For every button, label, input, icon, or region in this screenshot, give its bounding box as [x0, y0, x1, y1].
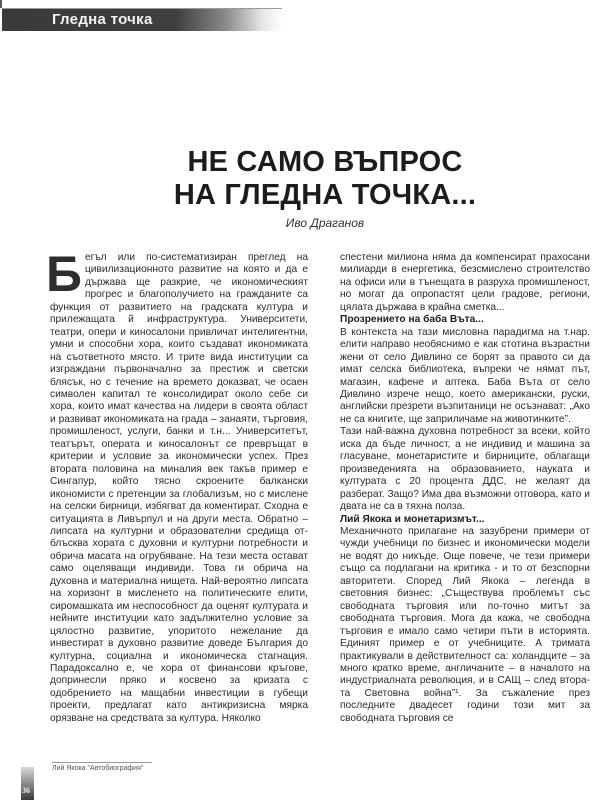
left-paragraph: [46, 246, 308, 725]
right-paragraph-4: Механичното прилагане на зазубрени примери от чужди учебници по бизнес и икономически модели не водят до никъде. Още повече, че тези примери също са подлагани на критика - и то от безспорни авторитети. Според Лий Якока – легенда в световния бизнес: „Съществува проблемът със свободната търговия или по-точно митът за свободната търговия. Мога да кажа, че свободна търговия е имало само четири пъти в историята. Единият пример е от учебниците. А тримата практикували в действителност са: холандците – за много кратко време, англичаните – в началото на индустриалната революция, и в САЩ – след втората Световна война”¹. За съжаление през последните двадесет години този мит за свободната търговия се: [340, 525, 590, 724]
right-paragraph-2: В контекста на тази мисловна парадигма на т.нар. елити направо необяснимо е как стотина възрастни жени от село Дивлино се борят за правото си да имат селска библиотека, въпреки че нямат път, магазин, кафене и аптека. Баба Въта от село Дивлино изрече нещо, което американски, руски, английски презрети възпитаници не осъзнават: „Ако не са книгите, ще заприличаме на животинките”.: [340, 326, 590, 425]
right-text-column: [340, 252, 590, 725]
article-title-line-1: НЕ САМО ВЪПРОС: [187, 146, 463, 178]
subheading-baba-vata: Прозрението на баба Въта...: [340, 314, 484, 326]
footnote: Лий Якока "Автобиография": [52, 765, 144, 772]
article-title: [150, 146, 500, 212]
right-paragraph-3: Тази най-важна духовна потребност за всеки, който иска да бъде личност, а не индивид и машина за гласуване, монетаристите и бирниците, облагащи произведенията на образованието, науката и културата с 20 процента ДДС, не желаят да разберат. Защо? Има два възможни отговора, като и двата не са в тяхна полза.: [340, 426, 590, 513]
article-title-line-2: НА ГЛЕДНА ТОЧКА...: [173, 179, 477, 211]
section-header-bar: [2, 8, 282, 31]
section-title: Гледна точка: [52, 11, 153, 28]
footnote-divider: [52, 762, 152, 763]
left-text-column: [46, 246, 308, 725]
page-number-tab: [21, 767, 34, 800]
left-paragraph-text: егъл или по-систематизиран преглед на цивилизационното развитие на която и да е държава ще разкрие, че икономическият прогрес и благополучието на гражданите са функция от развитието на градската култура и прилежащата й инфраструктура. Университети, театри, опери и киносалони привличат интелигентни, умни и способни хора, които създават икономиката на съответното място. И трите вида институции са изграждани първоначално за престиж и светски блясък, но с течение на времето доказват, че осаен символен капитал те консолидират около себе си хора, които имат качества на лидери в своята област и развиват икономиката на града – занаяти, търговия, промишленост, услуги, банки и т.н... Университетът, театърът, операта и киносалонът се превръщат в критерии и условие за икономически успех. През втората половина на миналия век такъв пример е Сингапур, който тясно скроените балкански икономисти с претенции за глобализъм, но с мислене на селски бирници, избягват да коментират. Сходна е ситуацията в Ливърпул и на други места. Обратно – липсата на културни и образователни средища отблъсква хората с духовни и културни потребности и обрича масата на огрубяване. На тези места остават само оцеляващи индивиди. Това ги обрича на духовна и материална нищета. Най-вероятно липсата на хоризонт в мисленето на политическите елити, сиромашката им неспособност да оценят културата и нейните институции като задължително условие за цялостно развитие, упоритото нежелание да инвестират в духовно развитие доведе България до културна, социална и икономическа стагнация. Парадоксално е, че хора от финансови кръгове, допринесли пряко и косвено за кризата с одобрението на мащабни инвестиции в губещи проекти, предлагат като антикризисна мярка орязване на средствата за култура. Няколко: [50, 252, 308, 724]
article-author: Иво Драганов: [285, 216, 365, 230]
drop-cap: Б: [46, 246, 82, 302]
right-paragraph-1: спестени милиона няма да компенсират прахосани милиарди в енергетика, безсмислено строителство на офиси или в тънещата в разруха промишленост, но могат да опропастят цели градове, региони, цялата държава в крайна сметка...: [340, 252, 590, 313]
page-corner-mark: [0, 0, 2, 8]
page-number: 36: [22, 786, 30, 795]
subheading-lee-iacocca: Лий Якока и монетаризмът...: [340, 513, 485, 525]
